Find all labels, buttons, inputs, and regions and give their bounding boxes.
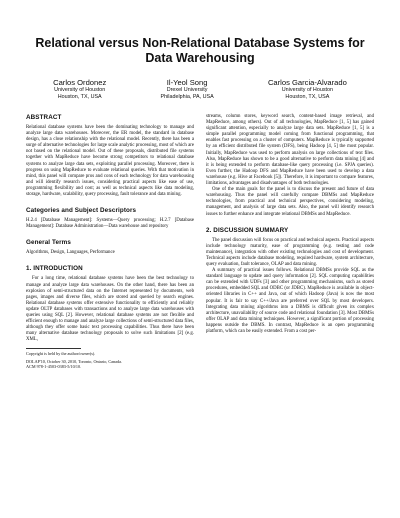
author-name: Carlos Ordonez [53,78,107,87]
body-columns [26,114,374,369]
panel-goal-text: One of the main goals for the panel is to discuss the present and future of data warehousing. Thus the panel will carefully compare DBMSs and MapReduce technologies, from practical and technical perspectives, considering modeling, management, and analysis of large data sets. Also, the panel will identify research issues to further enhance and integrate relational DBMSs and MapReduce. [206,187,374,217]
author-block [53,78,106,100]
author-location: Philadelphia, PA, USA [160,93,214,100]
introduction-text: For a long time, relational database systems have been the best technology to manage and analyze large data warehouses. On the other hand, there has been an explosion of semi-structured data on the Internet represented by documents, web pages, images and diverse files, which are stored and queried by search engines. Relational database systems offer extensive functionality to efficiently and reliably update OLTP databases with transactions and to analyze large data warehouses with queries using SQL [2]. However, relational database systems are not flexible and efficient enough to manage and analyze large collections of semi-structured data files, although they offer some basic text processing capabilities. Thus there have been many alternative database technology proposals to solve such limitations [2] (e.g. XML, [26,276,194,343]
discussion-practical-text: A summary of practical issues follows. Relational DBMSs provide SQL as the standard language to update and query information [2]. SQL computing capabilities can be extended with UDFs [3] and other programming mechanisms, such as stored procedures, embedded SQL and ODBC (or JDBC). MapReduce is available in object-oriented libraries in C++ and Java, out of which Hadoop (Java) is now the most popular. It is fair to say C++/Java are preferred over SQL by most developers. Integrating data mining algorithms into a DBMS is difficult given its complex architecture, unavailability of source code and relational foundation [3]. Most DBMSs offer OLAP and data mining techniques. However, a significant portion of processing happens outside the DBMS. In contrast, MapReduce is an open programming platform, which can be easily extended. From a cost per- [206,268,374,334]
paper-title: Relational versus Non-Relational Database Systems for Data Warehousing [35,36,365,65]
author-affiliation: Drexel University [166,87,208,93]
footnote-divider [26,348,81,349]
author-name: Carlos Garcia-Alvarado [267,78,347,87]
acm-identifier: ACM 978-1-4503-0383-5/10/10. [26,363,82,369]
abstract-text: Relational database systems have been the dominating technology to manage and analyze large data warehouses. Moreover, the ER model, the standard in database design, has a close relationship with the relational model. Recently, there has been a surge of alternative technologies for large scale analytic processing, most of which are not based on the relational model. Out of these proposals, distributed file systems together with MapReduce have become strong competitors to relational database systems to analyze large data sets, exploiting parallel processing. Moreover, there is progress on using MapReduce to evaluate relational queries. With that motivation in mind, this panel will compare pros and cons of each technology for data warehousing and will identify research issues, considering practical aspects like ease of use, programming flexibility and cost; as well as technical aspects like data modeling, storage, hardware, scalability, query processing, fault tolerance and data mining. [26,125,194,198]
categories-heading: Categories and Subject Descriptors [26,207,137,215]
general-terms-heading: General Terms [26,239,71,247]
copyright-notice: Copyright is held by the author/owner(s). [26,351,96,357]
right-column [206,114,374,369]
introduction-heading: 1. INTRODUCTION [26,265,83,273]
author-list [26,78,374,100]
author-name: Il-Yeol Song [166,78,208,87]
author-location: Houston, TX, USA [285,93,330,100]
left-column [26,114,194,369]
abstract-heading: ABSTRACT [26,114,62,121]
author-location: Houston, TX, USA [57,93,102,100]
introduction-continuation: streams, column stores, keyword search, content-based image retrieval, and MapReduce, among others). Out of all technologies, MapReduce [1, 5] has gained significant attention, especially to analyze large data sets. MapReduce [1, 5] is a simple parallel programming model coming from functional programming, that enables fast processing on a cluster of computers. MapReduce is typically supported by an efficient distributed file system (DFS), being Hadoop [4, 5] the most popular. Initially, MapReduce was used to perform analysis on large collections of text files. Also, MapReduce has shown to be a good alternative to perform data mining [4] and it is being extended to perform database-like query processing (i.e. SPJA queries). Even further, the Hadoop DFS and MapReduce have been used to develop a data warehouse (e.g. Hive at Facebook [5]). Therefore, it is important to compare features, limitations, advantages and disadvantages of both technologies. [206,114,374,187]
author-affiliation: University of Houston [54,87,106,93]
categories-text: H.2.4 [Database Management]: Systems—Query processing; H.2.7 [Database Management]: Database Administration—Data warehouse and repository [26,218,194,230]
author-block [268,78,347,100]
general-terms-text: Algorithms, Design, Languages, Performance [26,250,115,256]
discussion-heading: 2. DISCUSSION SUMMARY [206,226,289,234]
author-block [160,78,213,100]
conference-venue: DOLAP'10, October 30, 2010, Toronto, Ontario, Canada. [26,358,122,364]
discussion-text: The panel discussion will focus on practical and technical aspects. Practical aspects include technology maturity, ease of programming (e.g. testing and code maintenance), integration with other existing technologies and cost of development. Technical aspects include database modeling, required hardware, system architecture, query evaluation, fault tolerance, OLAP and data mining. [206,237,374,267]
author-affiliation: University of Houston [281,87,334,93]
